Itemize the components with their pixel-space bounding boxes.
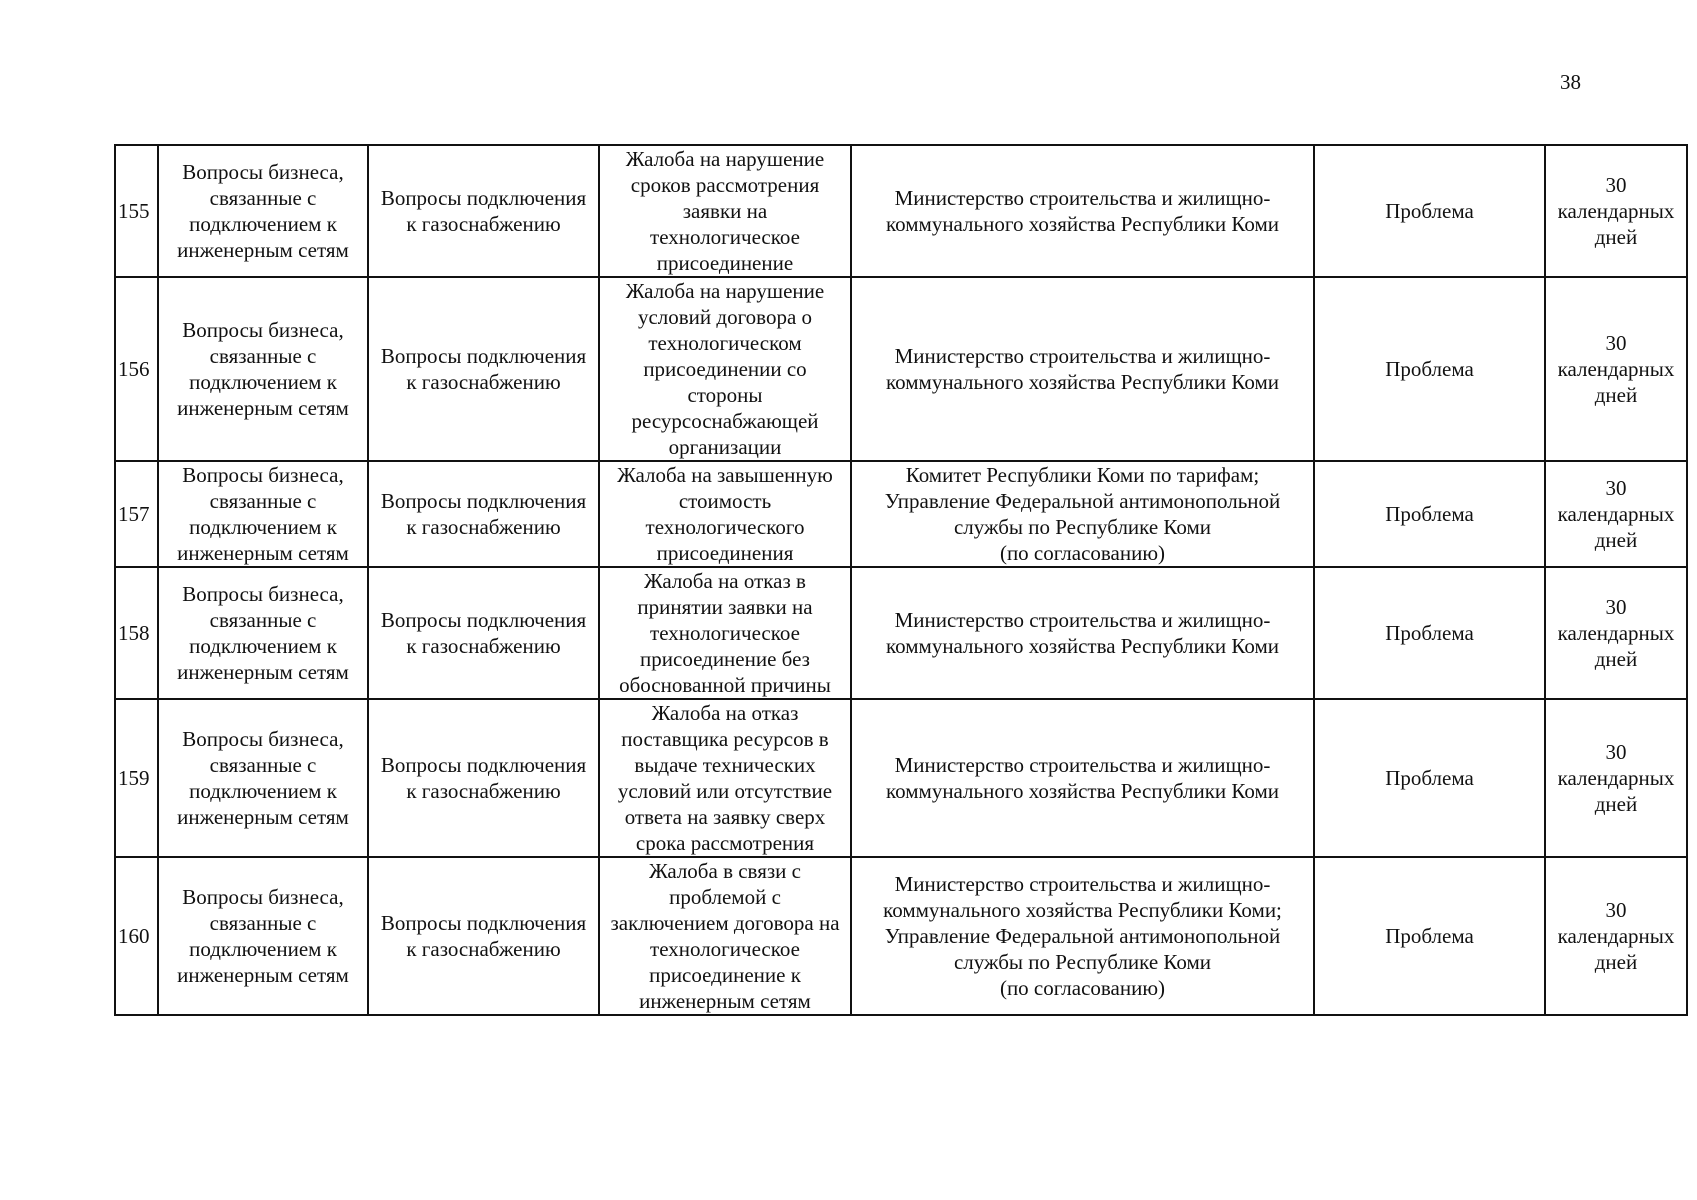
- term-text: 30 календарных дней: [1557, 173, 1675, 249]
- category-cell: [158, 145, 368, 277]
- table-row: [115, 277, 1687, 461]
- row-number-cell: [115, 567, 158, 699]
- category-text: Вопросы бизнеса, связанные с подключением к инженерным сетям: [177, 160, 349, 262]
- authority-cell: [851, 145, 1314, 277]
- authority-text: Министерство строительства и жилищно- коммунального хозяйства Республики Коми: [886, 344, 1279, 394]
- category-text: Вопросы бизнеса, связанные с подключением к инженерным сетям: [177, 318, 349, 420]
- complaint-text: Жалоба на отказ в принятии заявки на технологическое присоединение без обоснованной причины: [619, 569, 831, 697]
- category-cell: [158, 567, 368, 699]
- page-number: 38: [1560, 70, 1581, 94]
- complaint-cell: [599, 461, 851, 567]
- row-number: 155: [118, 199, 150, 223]
- authority-text: Министерство строительства и жилищно- коммунального хозяйства Республики Коми: [886, 608, 1279, 658]
- subcategory-cell: [368, 567, 599, 699]
- subcategory-text: Вопросы подключения к газоснабжению: [380, 344, 587, 394]
- complaint-text: Жалоба на нарушение сроков рассмотрения заявки на технологическое присоединение: [625, 147, 825, 275]
- subcategory-text: Вопросы подключения к газоснабжению: [380, 911, 587, 961]
- term-cell: [1545, 145, 1687, 277]
- row-number: 157: [118, 502, 150, 526]
- subcategory-cell: [368, 145, 599, 277]
- complaint-text: Жалоба на завышенную стоимость технологического присоединения: [617, 463, 833, 565]
- type-text: Проблема: [1385, 766, 1474, 790]
- category-text: Вопросы бизнеса, связанные с подключением к инженерным сетям: [177, 727, 349, 829]
- type-cell: [1314, 461, 1545, 567]
- complaint-cell: [599, 145, 851, 277]
- complaints-table: [114, 144, 1688, 1016]
- authority-cell: [851, 567, 1314, 699]
- complaint-text: Жалоба на отказ поставщика ресурсов в выдаче технических условий или отсутствие ответа на заявку сверх срока рассмотрения: [617, 701, 833, 855]
- type-text: Проблема: [1385, 199, 1474, 223]
- type-cell: [1314, 145, 1545, 277]
- term-text: 30 календарных дней: [1557, 595, 1675, 671]
- row-number-cell: [115, 277, 158, 461]
- term-text: 30 календарных дней: [1557, 476, 1675, 552]
- authority-cell: [851, 277, 1314, 461]
- authority-text: Министерство строительства и жилищно- коммунального хозяйства Республики Коми; Управление Федеральной антимонопольной службы по Республике Коми (по согласованию): [883, 872, 1282, 1000]
- type-text: Проблема: [1385, 502, 1474, 526]
- authority-cell: [851, 699, 1314, 857]
- type-text: Проблема: [1385, 621, 1474, 645]
- complaint-cell: [599, 277, 851, 461]
- table-row: [115, 857, 1687, 1015]
- subcategory-text: Вопросы подключения к газоснабжению: [380, 608, 587, 658]
- authority-cell: [851, 857, 1314, 1015]
- subcategory-cell: [368, 699, 599, 857]
- category-text: Вопросы бизнеса, связанные с подключением к инженерным сетям: [177, 463, 349, 565]
- row-number: 156: [118, 357, 150, 381]
- table-row: [115, 699, 1687, 857]
- subcategory-text: Вопросы подключения к газоснабжению: [380, 753, 587, 803]
- term-text: 30 календарных дней: [1557, 331, 1675, 407]
- category-cell: [158, 277, 368, 461]
- subcategory-text: Вопросы подключения к газоснабжению: [380, 186, 587, 236]
- authority-text: Министерство строительства и жилищно- коммунального хозяйства Республики Коми: [886, 753, 1279, 803]
- term-cell: [1545, 567, 1687, 699]
- subcategory-text: Вопросы подключения к газоснабжению: [380, 489, 587, 539]
- complaint-text: Жалоба на нарушение условий договора о технологическом присоединении со стороны ресурсоснабжающей организации: [625, 279, 825, 459]
- category-cell: [158, 461, 368, 567]
- authority-cell: [851, 461, 1314, 567]
- complaint-text: Жалоба в связи с проблемой с заключением договора на технологическое присоединение к инженерным сетям: [610, 859, 840, 1013]
- row-number-cell: [115, 461, 158, 567]
- term-cell: [1545, 857, 1687, 1015]
- type-cell: [1314, 567, 1545, 699]
- table-row: [115, 145, 1687, 277]
- term-cell: [1545, 699, 1687, 857]
- category-text: Вопросы бизнеса, связанные с подключением к инженерным сетям: [177, 885, 349, 987]
- authority-text: Министерство строительства и жилищно- коммунального хозяйства Республики Коми: [886, 186, 1279, 236]
- type-cell: [1314, 277, 1545, 461]
- subcategory-cell: [368, 857, 599, 1015]
- type-cell: [1314, 699, 1545, 857]
- row-number: 159: [118, 766, 150, 790]
- complaint-cell: [599, 699, 851, 857]
- row-number: 160: [118, 924, 150, 948]
- term-text: 30 календарных дней: [1557, 898, 1675, 974]
- term-text: 30 календарных дней: [1557, 740, 1675, 816]
- table-row: [115, 567, 1687, 699]
- authority-text: Комитет Республики Коми по тарифам; Управление Федеральной антимонопольной службы по Республике Коми (по согласованию): [884, 463, 1281, 565]
- complaint-cell: [599, 857, 851, 1015]
- row-number: 158: [118, 621, 150, 645]
- row-number-cell: [115, 699, 158, 857]
- category-cell: [158, 699, 368, 857]
- row-number-cell: [115, 145, 158, 277]
- type-text: Проблема: [1385, 357, 1474, 381]
- subcategory-cell: [368, 277, 599, 461]
- category-text: Вопросы бизнеса, связанные с подключением к инженерным сетям: [177, 582, 349, 684]
- subcategory-cell: [368, 461, 599, 567]
- term-cell: [1545, 277, 1687, 461]
- complaint-cell: [599, 567, 851, 699]
- term-cell: [1545, 461, 1687, 567]
- row-number-cell: [115, 857, 158, 1015]
- type-text: Проблема: [1385, 924, 1474, 948]
- table-row: [115, 461, 1687, 567]
- type-cell: [1314, 857, 1545, 1015]
- category-cell: [158, 857, 368, 1015]
